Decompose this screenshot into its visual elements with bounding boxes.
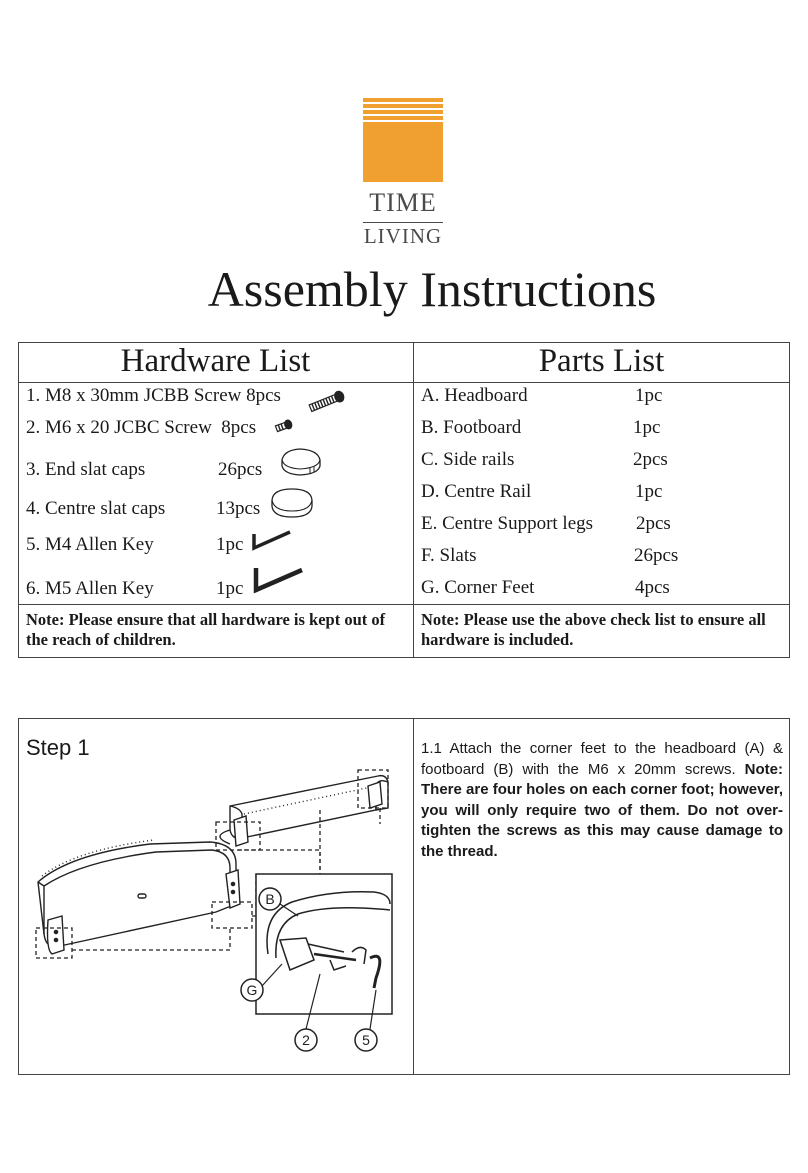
allen-key-large-icon [250, 560, 306, 596]
parts-list-heading: Parts List [538, 343, 665, 379]
parts-item: D. Centre Rail 1pc [421, 481, 663, 502]
hardware-list-heading: Hardware List [120, 343, 311, 379]
hardware-item: 3. End slat caps 26pcs [26, 459, 263, 480]
long-screw-icon [306, 388, 348, 414]
hardware-item: 2. M6 x 20 JCBC Screw 8pcs [26, 417, 257, 438]
parts-item: F. Slats 26pcs [421, 545, 679, 566]
parts-item: E. Centre Support legs 2pcs [421, 513, 671, 534]
hardware-note: Note: Please ensure that all hardware is kept out of the reach of children. [26, 610, 386, 649]
callout-2: 2 [302, 1032, 310, 1048]
callout-5: 5 [362, 1032, 370, 1048]
brand-logo [363, 98, 443, 182]
page-title: Assembly Instructions [207, 261, 657, 317]
centre-slat-cap-icon [268, 486, 316, 520]
step1-diagram [30, 764, 402, 1064]
callout-g: G [246, 982, 258, 998]
step1-title: Step 1 [26, 735, 90, 760]
logo-divider [363, 222, 443, 223]
allen-key-small-icon [250, 526, 294, 552]
end-slat-cap-icon [278, 446, 324, 478]
parts-item: A. Headboard 1pc [421, 385, 663, 406]
logo-mark [363, 98, 443, 182]
short-screw-icon [274, 418, 294, 434]
hardware-item: 4. Centre slat caps 13pcs [26, 498, 261, 519]
parts-item: G. Corner Feet 4pcs [421, 577, 670, 598]
step1-instructions: 1.1 Attach the corner feet to the headboard (A) & footboard (B) with the M6 x 20mm screws. Note: There are four holes on each corner foot; however, you will only require two of them. Do not over-tighten the screws as this may cause damage to the thread. [421, 740, 783, 860]
hardware-item: 5. M4 Allen Key 1pc [26, 534, 244, 555]
hardware-item: 1. M8 x 30mm JCBB Screw 8pcs [26, 385, 281, 406]
parts-item: B. Footboard 1pc [421, 417, 661, 438]
logo-text-time: TIME [369, 188, 437, 217]
hardware-item: 6. M5 Allen Key 1pc [26, 578, 244, 599]
parts-note: Note: Please use the above check list to ensure all hardware is included. [421, 610, 766, 649]
logo-text-living: LIVING [363, 224, 443, 248]
parts-item: C. Side rails 2pcs [421, 449, 668, 470]
callout-b: B [265, 891, 275, 907]
